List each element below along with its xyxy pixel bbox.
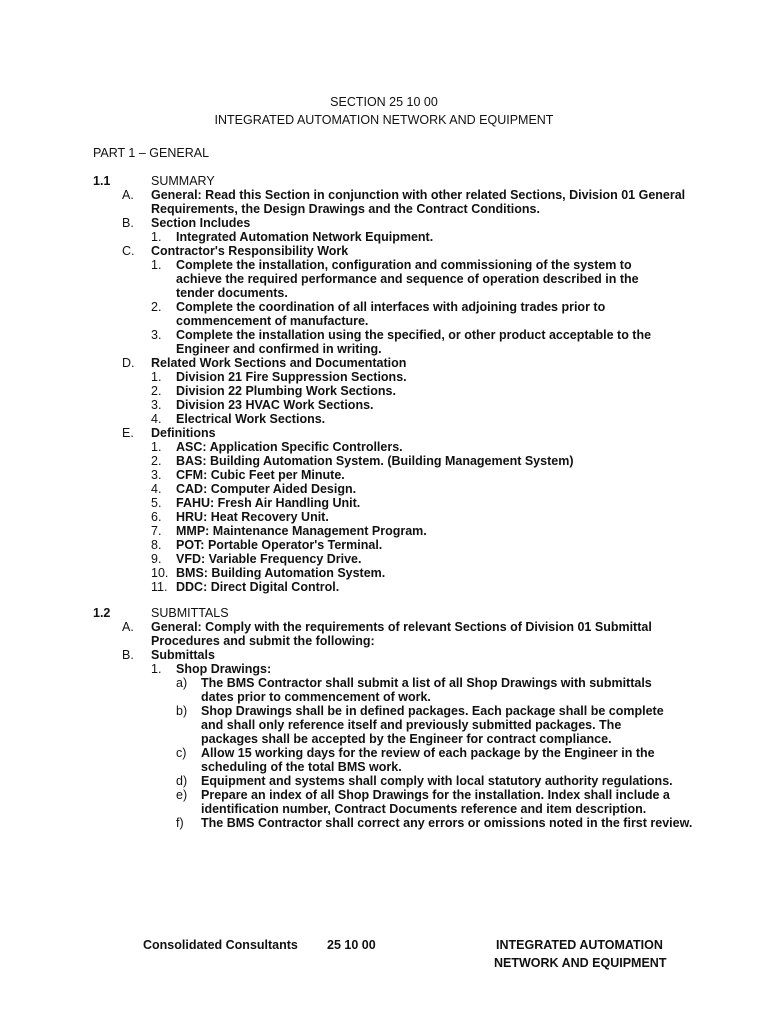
list-item-text: Related Work Sections and Documentation: [151, 356, 407, 370]
list-item-text: Division 21 Fire Suppression Sections.: [176, 370, 407, 384]
list-item-label: 3.: [151, 468, 162, 482]
list-item-row: [93, 732, 733, 746]
list-item-text: Complete the installation using the specified, or other product acceptable to the: [176, 328, 652, 342]
list-item-text: Requirements, the Design Drawings and the Contract Conditions.: [151, 202, 540, 216]
list-item-row: [93, 342, 733, 356]
list-item-label: 1.: [151, 230, 162, 244]
list-item-text: Definitions: [151, 426, 216, 440]
list-item-text: Division 22 Plumbing Work Sections.: [176, 384, 396, 398]
list-item-label: 11.: [151, 580, 168, 594]
list-item-label: 5.: [151, 496, 162, 510]
list-item-text: MMP: Maintenance Management Program.: [176, 524, 427, 538]
list-item-row: [93, 634, 733, 648]
footer-title-line2: NETWORK AND EQUIPMENT: [494, 956, 667, 970]
list-item-row: [93, 524, 733, 538]
list-item-row: [93, 802, 733, 816]
list-item-text: POT: Portable Operator's Terminal.: [176, 538, 383, 552]
list-item-label: 7.: [151, 524, 162, 538]
list-item-text: Engineer and confirmed in writing.: [176, 342, 382, 356]
list-item-label: 4.: [151, 412, 162, 426]
list-item-label: 10.: [151, 566, 169, 580]
list-item-text: Complete the installation, configuration and commissioning of the system to: [176, 258, 632, 272]
list-item-label: B.: [122, 216, 134, 230]
list-item-text: Electrical Work Sections.: [176, 412, 326, 426]
list-item-text: and shall only reference itself and previously submitted packages. The: [201, 718, 622, 732]
list-item-row: [93, 620, 733, 634]
part-title: PART 1 – GENERAL: [93, 146, 210, 160]
list-item-row: [93, 370, 733, 384]
list-item-label: C.: [122, 244, 135, 258]
list-item-row: [93, 202, 733, 216]
list-item-row: [93, 398, 733, 412]
list-item-label: e): [176, 788, 188, 802]
list-item-row: [93, 774, 733, 788]
list-item-label: 6.: [151, 510, 162, 524]
list-item-text: Integrated Automation Network Equipment.: [176, 230, 434, 244]
list-item-row: [93, 552, 733, 566]
list-item-row: [93, 258, 733, 272]
list-item-row: [93, 244, 733, 258]
section-heading-title: SUMMARY: [151, 174, 215, 188]
list-item-row: [93, 566, 733, 580]
list-item-text: scheduling of the total BMS work.: [201, 760, 402, 774]
list-item-text: Equipment and systems shall comply with local statutory authority regulations.: [201, 774, 673, 788]
list-item-label: D.: [122, 356, 135, 370]
list-item-row: [93, 188, 733, 202]
list-item-row: [93, 356, 733, 370]
list-item-row: [93, 454, 733, 468]
list-item-label: 1.: [151, 440, 162, 454]
list-item-text: Shop Drawings shall be in defined packages. Each package shall be complete: [201, 704, 664, 718]
list-item-row: [93, 496, 733, 510]
list-item-row: [93, 384, 733, 398]
list-item-label: A.: [122, 620, 134, 634]
list-item-row: [93, 816, 733, 830]
list-item-text: tender documents.: [176, 286, 288, 300]
list-item-text: DDC: Direct Digital Control.: [176, 580, 340, 594]
list-item-text: General: Read this Section in conjunction with other related Sections, Division 01 General: [151, 188, 686, 202]
list-item-row: [93, 648, 733, 662]
list-item-text: Division 23 HVAC Work Sections.: [176, 398, 374, 412]
list-item-text: CFM: Cubic Feet per Minute.: [176, 468, 345, 482]
footer-section-number: 25 10 00: [327, 938, 376, 952]
list-item-row: [93, 718, 733, 732]
list-item-row: [93, 328, 733, 342]
list-item-row: [93, 760, 733, 774]
list-item-row: [93, 314, 733, 328]
list-item-row: [93, 580, 733, 594]
list-item-text: Submittals: [151, 648, 215, 662]
list-item-row: [93, 216, 733, 230]
list-item-text: Shop Drawings:: [176, 662, 272, 676]
list-item-label: 1.: [151, 662, 162, 676]
list-item-label: A.: [122, 188, 134, 202]
list-item-text: Prepare an index of all Shop Drawings for the installation. Index shall include a: [201, 788, 670, 802]
list-item-text: VFD: Variable Frequency Drive.: [176, 552, 362, 566]
list-item-row: [93, 746, 733, 760]
list-item-row: [93, 482, 733, 496]
list-item-text: FAHU: Fresh Air Handling Unit.: [176, 496, 361, 510]
list-item-label: b): [176, 704, 188, 718]
list-item-row: [93, 662, 733, 676]
list-item-label: f): [176, 816, 184, 830]
footer-company: Consolidated Consultants: [143, 938, 298, 952]
list-item-text: Allow 15 working days for the review of each package by the Engineer in the: [201, 746, 655, 760]
section-heading-title: SUBMITTALS: [151, 606, 229, 620]
section-heading: [93, 174, 733, 188]
list-item-text: identification number, Contract Documents reference and item description.: [201, 802, 647, 816]
list-item-text: The BMS Contractor shall submit a list of all Shop Drawings with submittals: [201, 676, 652, 690]
list-item-row: [93, 510, 733, 524]
list-item-label: 4.: [151, 482, 162, 496]
list-item-text: HRU: Heat Recovery Unit.: [176, 510, 329, 524]
list-item-label: d): [176, 774, 188, 788]
list-item-text: The BMS Contractor shall correct any errors or omissions noted in the first review.: [201, 816, 693, 830]
list-item-label: 8.: [151, 538, 162, 552]
list-item-text: Procedures and submit the following:: [151, 634, 375, 648]
list-item-label: 2.: [151, 384, 162, 398]
list-item-text: packages shall be accepted by the Engineer for contract compliance.: [201, 732, 612, 746]
list-item-text: BMS: Building Automation System.: [176, 566, 386, 580]
section-heading: [93, 606, 733, 620]
list-item-row: [93, 272, 733, 286]
section-title: INTEGRATED AUTOMATION NETWORK AND EQUIPMENT: [214, 113, 554, 127]
list-item-row: [93, 690, 733, 704]
list-item-label: 3.: [151, 398, 162, 412]
section-gap: [93, 594, 733, 606]
list-item-text: CAD: Computer Aided Design.: [176, 482, 357, 496]
list-item-row: [93, 440, 733, 454]
list-item-label: E.: [122, 426, 134, 440]
list-item-text: Section Includes: [151, 216, 251, 230]
list-item-row: [93, 676, 733, 690]
list-item-text: Complete the coordination of all interfaces with adjoining trades prior to: [176, 300, 606, 314]
section-number: 1.1: [93, 174, 111, 188]
list-item-row: [93, 230, 733, 244]
list-item-row: [93, 426, 733, 440]
list-item-label: c): [176, 746, 187, 760]
list-item-label: 1.: [151, 370, 162, 384]
list-item-text: General: Comply with the requirements of relevant Sections of Division 01 Submittal: [151, 620, 652, 634]
list-item-text: dates prior to commencement of work.: [201, 690, 431, 704]
list-item-row: [93, 286, 733, 300]
section-number: 1.2: [93, 606, 111, 620]
list-item-label: 2.: [151, 454, 162, 468]
list-item-text: commencement of manufacture.: [176, 314, 369, 328]
list-item-text: ASC: Application Specific Controllers.: [176, 440, 403, 454]
list-item-label: B.: [122, 648, 134, 662]
list-item-row: [93, 300, 733, 314]
list-item-text: Contractor's Responsibility Work: [151, 244, 349, 258]
list-item-row: [93, 788, 733, 802]
list-item-text: achieve the required performance and sequence of operation described in the: [176, 272, 639, 286]
list-item-label: 1.: [151, 258, 162, 272]
section-number: SECTION 25 10 00: [330, 95, 438, 109]
list-item-row: [93, 704, 733, 718]
list-item-row: [93, 468, 733, 482]
list-item-label: 3.: [151, 328, 162, 342]
list-item-text: BAS: Building Automation System. (Building Management System): [176, 454, 574, 468]
list-item-row: [93, 412, 733, 426]
footer-title-line1: INTEGRATED AUTOMATION: [496, 938, 663, 952]
document-body: [93, 174, 733, 830]
list-item-label: 9.: [151, 552, 162, 566]
list-item-row: [93, 538, 733, 552]
list-item-label: 2.: [151, 300, 162, 314]
list-item-label: a): [176, 676, 188, 690]
